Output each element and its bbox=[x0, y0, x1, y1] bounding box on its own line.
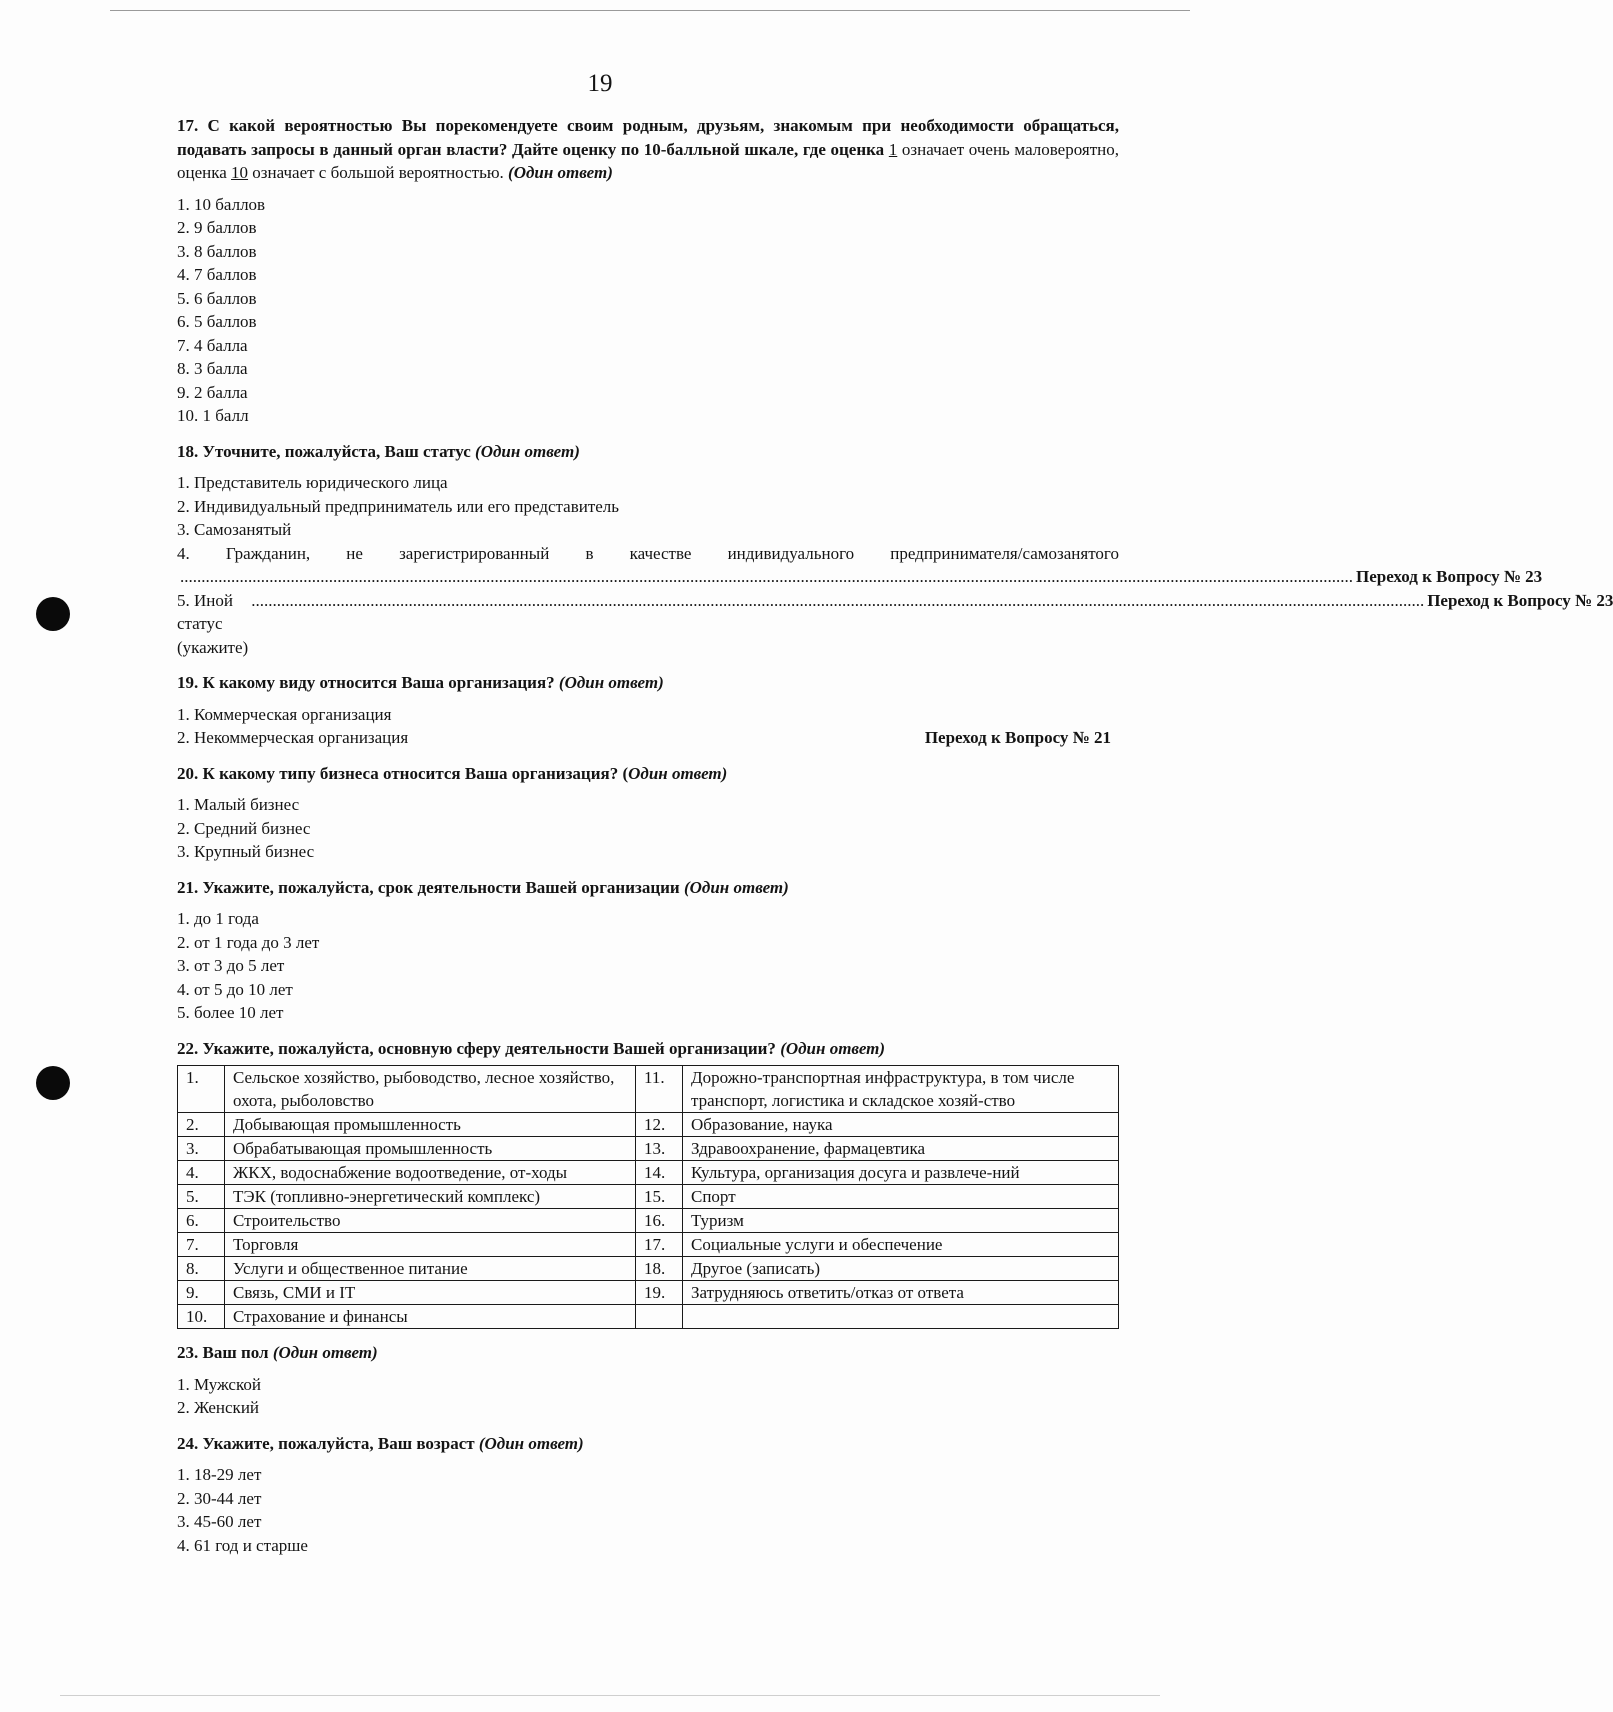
option-5-label: 5. Иной статус (укажите) bbox=[177, 590, 249, 657]
sphere-number bbox=[636, 1305, 683, 1329]
scale-min: 1 bbox=[888, 139, 898, 159]
skip-instruction: Переход к Вопросу № 23 bbox=[1356, 567, 1543, 586]
option[interactable]: 1. до 1 года bbox=[177, 909, 259, 928]
option[interactable]: 2. 9 баллов bbox=[177, 218, 257, 237]
sphere-label[interactable]: Торговля bbox=[225, 1233, 636, 1257]
question-20-options bbox=[177, 793, 1119, 864]
sphere-label[interactable]: Строительство bbox=[225, 1209, 636, 1233]
sphere-number: 10. bbox=[178, 1305, 225, 1329]
option[interactable]: 2. Женский bbox=[177, 1398, 260, 1417]
question-19 bbox=[177, 671, 1119, 695]
option[interactable]: 3. Крупный бизнес bbox=[177, 842, 315, 861]
skip-instruction: Переход к Вопросу № 23 bbox=[1427, 590, 1613, 610]
option[interactable]: 5. 6 баллов bbox=[177, 288, 257, 308]
option[interactable]: 2. Индивидуальный предприниматель или его представитель bbox=[177, 496, 620, 516]
table-row bbox=[178, 1281, 1119, 1305]
dot-leader: .................................................................................................................................................................................................................................................................................... bbox=[251, 590, 1425, 610]
option[interactable]: 10. 1 балл bbox=[177, 406, 249, 425]
option[interactable]: 2. 30-44 лет bbox=[177, 1488, 262, 1508]
option[interactable]: 1. 10 баллов bbox=[177, 194, 266, 214]
option[interactable]: 6. 5 баллов bbox=[177, 312, 257, 331]
sphere-label[interactable]: Услуги и общественное питание bbox=[225, 1257, 636, 1281]
sphere-number: 14. bbox=[636, 1161, 683, 1185]
question-22-text: 22. Укажите, пожалуйста, основную сферу деятельности Вашей организации? bbox=[177, 1038, 776, 1058]
sphere-number: 4. bbox=[178, 1161, 225, 1185]
question-17-text-end: означает с большой вероятностью. bbox=[248, 163, 504, 182]
sphere-label[interactable]: ТЭК (топливно-энергетический комплекс) bbox=[225, 1185, 636, 1209]
sphere-number: 15. bbox=[636, 1185, 683, 1209]
question-17 bbox=[177, 114, 1119, 185]
question-22 bbox=[177, 1037, 1119, 1061]
sphere-number: 6. bbox=[178, 1209, 225, 1233]
option-5-row bbox=[177, 589, 1613, 660]
option[interactable]: 3. от 3 до 5 лет bbox=[177, 956, 285, 975]
sphere-label[interactable]: Сельское хозяйство, рыбоводство, лесное хозяйство, охота, рыболовство bbox=[225, 1066, 636, 1113]
sphere-label[interactable]: ЖКХ, водоснабжение водоотведение, от-ходы bbox=[225, 1161, 636, 1185]
sphere-label[interactable]: Добывающая промышленность bbox=[225, 1113, 636, 1137]
question-21 bbox=[177, 876, 1119, 900]
option[interactable]: 3. Самозанятый bbox=[177, 520, 292, 539]
option[interactable]: 8. 3 балла bbox=[177, 359, 248, 378]
table-row bbox=[178, 1209, 1119, 1233]
option[interactable]: 4. 61 год и старше bbox=[177, 1535, 308, 1555]
option[interactable]: 9. 2 балла bbox=[177, 382, 248, 402]
question-18 bbox=[177, 440, 1119, 464]
sphere-label[interactable]: Социальные услуги и обеспечение bbox=[683, 1233, 1119, 1257]
questionnaire bbox=[177, 114, 1613, 1557]
sphere-number: 2. bbox=[178, 1113, 225, 1137]
sphere-label[interactable]: Страхование и финансы bbox=[225, 1305, 636, 1329]
sphere-label[interactable]: Спорт bbox=[683, 1185, 1119, 1209]
question-24-text: 24. Укажите, пожалуйста, Ваш возраст bbox=[177, 1433, 475, 1453]
scan-edge-line bbox=[60, 1695, 1160, 1696]
option[interactable]: 1. Мужской bbox=[177, 1374, 261, 1394]
sphere-label[interactable]: Туризм bbox=[683, 1209, 1119, 1233]
word: 4. bbox=[177, 543, 190, 563]
sphere-label[interactable]: Затрудняюсь ответить/отказ от ответа bbox=[683, 1281, 1119, 1305]
option[interactable]: 2. Средний бизнес bbox=[177, 818, 311, 838]
answer-note: (Один ответ) bbox=[272, 1343, 378, 1362]
word: в bbox=[585, 543, 594, 563]
sphere-number: 16. bbox=[636, 1209, 683, 1233]
sphere-number: 13. bbox=[636, 1137, 683, 1161]
answer-note: (Один ответ) bbox=[478, 1433, 584, 1453]
question-20 bbox=[177, 762, 1119, 786]
option-2[interactable] bbox=[177, 726, 1119, 750]
sphere-number: 8. bbox=[178, 1257, 225, 1281]
sphere-number: 19. bbox=[636, 1281, 683, 1305]
option-2-row bbox=[177, 726, 1119, 750]
option-4-words bbox=[177, 542, 1119, 566]
sphere-number: 17. bbox=[636, 1233, 683, 1257]
question-23-options bbox=[177, 1373, 1119, 1420]
answer-note: (Один ответ) bbox=[558, 673, 664, 692]
sphere-label[interactable]: Другое (записать) bbox=[683, 1257, 1119, 1281]
option-5[interactable] bbox=[177, 589, 1613, 660]
option[interactable]: 5. более 10 лет bbox=[177, 1003, 284, 1022]
sphere-number: 3. bbox=[178, 1137, 225, 1161]
option[interactable]: 3. 45-60 лет bbox=[177, 1512, 262, 1531]
question-17-text: 17. С какой вероятностью Вы порекомендуете своим родным, друзьям, знакомым при необходимости обращаться, подавать запросы в данный орган власти? Дайте оценку по 10-балльной шкале, где оценка bbox=[177, 116, 1119, 159]
sphere-label[interactable]: Связь, СМИ и IT bbox=[225, 1281, 636, 1305]
question-21-options bbox=[177, 907, 1119, 1025]
sphere-label[interactable] bbox=[683, 1305, 1119, 1329]
option-label: 2. Некоммерческая организация bbox=[177, 728, 409, 747]
option-4-goto-row bbox=[177, 565, 1543, 589]
option[interactable]: 4. 7 баллов bbox=[177, 265, 257, 284]
question-18-options bbox=[177, 471, 1613, 659]
table-row bbox=[178, 1113, 1119, 1137]
answer-note: (Один ответ) bbox=[683, 877, 789, 897]
sphere-number: 18. bbox=[636, 1257, 683, 1281]
option[interactable]: 7. 4 балла bbox=[177, 335, 248, 355]
question-24-options bbox=[177, 1463, 1119, 1557]
sphere-number: 11. bbox=[636, 1066, 683, 1113]
question-19-options bbox=[177, 703, 1119, 750]
question-24 bbox=[177, 1432, 1119, 1456]
scale-max: 10 bbox=[231, 163, 249, 182]
dot-leader: .................................................................................................................................................................................................................................................................................... bbox=[180, 567, 1353, 586]
question-20-text: 20. К какому типу бизнеса относится Ваша организация? ( bbox=[177, 763, 629, 783]
word: не bbox=[346, 543, 363, 563]
answer-note: Один ответ) bbox=[628, 763, 728, 783]
punch-hole bbox=[36, 597, 70, 631]
sphere-label[interactable]: Образование, наука bbox=[683, 1113, 1119, 1137]
activity-sphere-table bbox=[177, 1065, 1119, 1329]
sphere-label[interactable]: Обрабатывающая промышленность bbox=[225, 1137, 636, 1161]
word: индивидуального bbox=[727, 543, 855, 563]
sphere-label[interactable]: Культура, организация досуга и развлече-ний bbox=[683, 1161, 1119, 1185]
answer-note: (Один ответ) bbox=[780, 1038, 886, 1058]
option-4[interactable] bbox=[177, 542, 1543, 589]
question-17-text-mid: означает очень маловероятно, оценка bbox=[177, 139, 1119, 182]
option[interactable]: 3. 8 баллов bbox=[177, 241, 257, 261]
sphere-label[interactable]: Дорожно-транспортная инфраструктура, в том числе транспорт, логистика и складское хозяй-ство bbox=[683, 1066, 1119, 1113]
question-19-text: 19. К какому виду относится Ваша организация? bbox=[177, 673, 555, 692]
question-23 bbox=[177, 1341, 1119, 1365]
table-row bbox=[178, 1066, 1119, 1113]
table-row bbox=[178, 1233, 1119, 1257]
table-row bbox=[178, 1305, 1119, 1329]
word: зарегистрированный bbox=[399, 543, 550, 563]
question-18-text: 18. Уточните, пожалуйста, Ваш статус bbox=[177, 441, 471, 461]
sphere-number: 9. bbox=[178, 1281, 225, 1305]
option[interactable]: 1. Представитель юридического лица bbox=[177, 473, 448, 492]
punch-hole bbox=[36, 1066, 70, 1100]
question-21-text: 21. Укажите, пожалуйста, срок деятельности Вашей организации bbox=[177, 877, 680, 897]
table-row bbox=[178, 1185, 1119, 1209]
table-row bbox=[178, 1161, 1119, 1185]
table-row bbox=[178, 1257, 1119, 1281]
skip-instruction: Переход к Вопросу № 21 bbox=[924, 728, 1111, 747]
question-23-text: 23. Ваш пол bbox=[177, 1343, 269, 1362]
page-number: 19 bbox=[587, 70, 613, 97]
option[interactable]: 1. Малый бизнес bbox=[177, 795, 300, 814]
answer-note: (Один ответ) bbox=[475, 441, 580, 461]
sphere-number: 7. bbox=[178, 1233, 225, 1257]
sphere-number: 1. bbox=[178, 1066, 225, 1113]
table-row bbox=[178, 1137, 1119, 1161]
question-17-options bbox=[177, 193, 1119, 428]
word: Гражданин, bbox=[225, 543, 311, 563]
option[interactable]: 4. от 5 до 10 лет bbox=[177, 979, 293, 999]
answer-note: (Один ответ) bbox=[508, 163, 613, 182]
word: предпринимателя/самозанятого bbox=[890, 543, 1119, 563]
sphere-number: 5. bbox=[178, 1185, 225, 1209]
option[interactable]: 2. от 1 года до 3 лет bbox=[177, 932, 320, 952]
option[interactable]: 1. Коммерческая организация bbox=[177, 704, 392, 724]
option[interactable]: 1. 18-29 лет bbox=[177, 1465, 262, 1484]
word: качестве bbox=[629, 543, 692, 563]
sphere-number: 12. bbox=[636, 1113, 683, 1137]
sphere-label[interactable]: Здравоохранение, фармацевтика bbox=[683, 1137, 1119, 1161]
scan-edge-line bbox=[110, 10, 1190, 11]
